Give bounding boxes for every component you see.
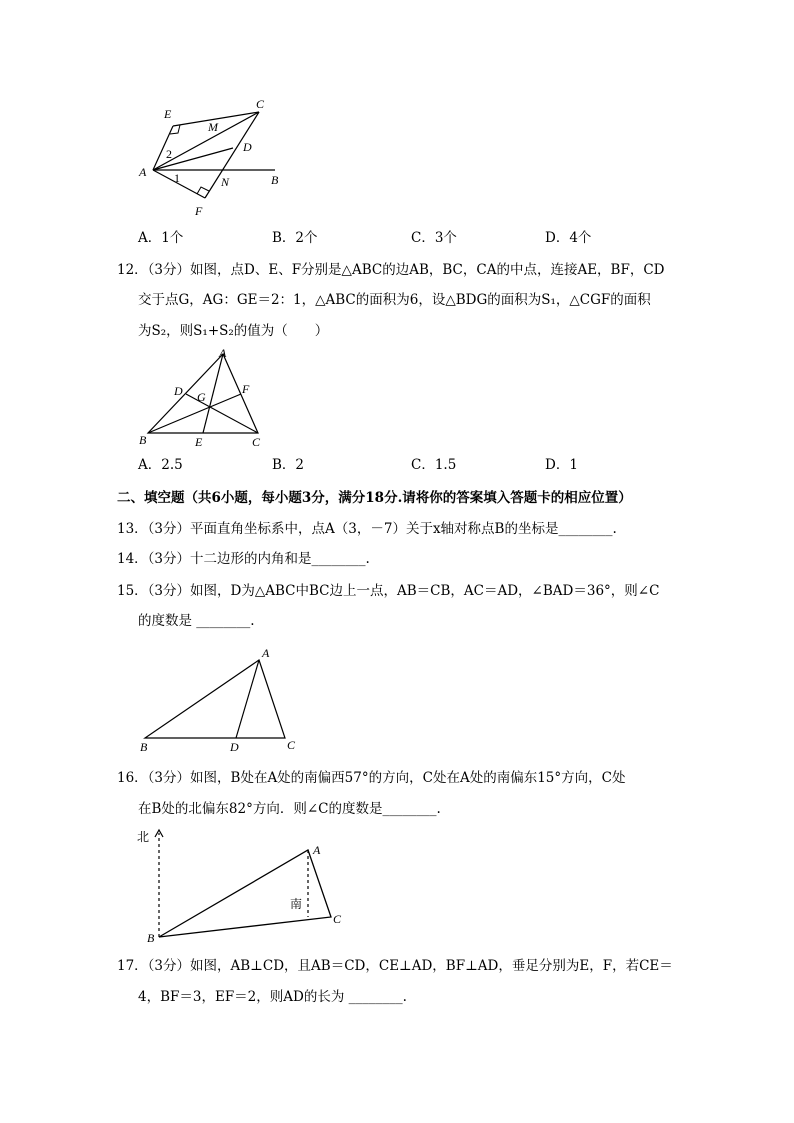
q12-option-a: A．2.5 <box>138 457 183 473</box>
angle-1-label: 1 <box>174 171 180 185</box>
label-G: G <box>197 390 206 404</box>
q13-text: 13．（3分）平面直角坐标系中，点A（3，－7）关于x轴对称点B的坐标是________. <box>117 521 617 537</box>
label-E: E <box>164 107 172 121</box>
triangle-ABC <box>159 850 331 937</box>
q17-line2: 4，BF＝3，EF＝2，则AD的长为 ________. <box>138 989 407 1005</box>
label-M: M <box>208 120 218 134</box>
label-C: C <box>333 912 342 926</box>
q12-line3: 为S₂，则S₁+S₂的值为（ ） <box>138 323 329 339</box>
q11-option-b: B．2个 <box>272 230 318 246</box>
q16-line1: 16．（3分）如图，B处在A处的南偏西57°的方向，C处在A处的南偏东15°方向，C处 <box>117 770 626 786</box>
q16-figure <box>135 825 350 950</box>
label-E: E <box>195 435 203 449</box>
q12-figure <box>135 345 275 450</box>
q15-figure <box>135 642 310 754</box>
label-C: C <box>256 97 265 111</box>
q17-line1: 17．（3分）如图，AB⊥CD，且AB＝CD，CE⊥AD，BF⊥AD，垂足分别为E，F，若CE＝ <box>117 958 673 974</box>
label-C: C <box>287 738 296 752</box>
q12-line1: 12．（3分）如图，点D、E、F分别是△ABC的边AB，BC，CA的中点，连接AE，BF，CD <box>117 262 665 278</box>
q12-option-d: D．1 <box>545 457 578 473</box>
triangle-ABC <box>145 660 285 738</box>
q12-option-c: C．1.5 <box>411 457 457 473</box>
median-BF <box>148 394 241 433</box>
north-label: 北 <box>137 830 150 844</box>
label-N: N <box>221 175 230 189</box>
south-label: 南 <box>290 897 303 911</box>
label-A: A <box>262 646 270 660</box>
section-heading: 二、填空题（共6小题，每小题3分，满分18分.请将你的答案填入答题卡的相应位置） <box>117 490 632 506</box>
q11-option-a: A．1个 <box>138 230 184 246</box>
label-D: D <box>174 384 183 398</box>
label-D: D <box>243 140 252 154</box>
label-D: D <box>230 740 239 754</box>
q12-line2: 交于点G，AG：GE＝2：1，△ABC的面积为6，设△BDG的面积为S₁，△CGF的面积 <box>138 292 651 308</box>
q11-figure <box>135 96 295 224</box>
label-B: B <box>271 173 279 187</box>
q14-text: 14．（3分）十二边形的内角和是________. <box>117 551 370 567</box>
line-AD <box>153 148 233 170</box>
q11-option-c: C．3个 <box>411 230 457 246</box>
label-B: B <box>140 740 148 754</box>
q12-option-b: B．2 <box>272 457 305 473</box>
label-A: A <box>313 843 321 857</box>
line-AD <box>236 660 259 738</box>
label-B: B <box>139 433 147 447</box>
right-angle-F <box>197 187 209 194</box>
q11-option-d: D．4个 <box>545 230 592 246</box>
label-F: F <box>242 382 250 396</box>
label-C: C <box>252 435 261 449</box>
q15-line1: 15．（3分）如图，D为△ABC中BC边上一点，AB＝CB，AC＝AD，∠BAD＝36°，则∠C <box>117 583 660 599</box>
q16-line2: 在B处的北偏东82°方向．则∠C的度数是________. <box>138 801 441 817</box>
angle-2-label: 2 <box>166 147 172 161</box>
label-A: A <box>139 165 147 179</box>
label-A: A <box>219 346 227 360</box>
label-F: F <box>195 204 203 218</box>
label-B: B <box>147 931 155 945</box>
q15-line2: 的度数是 ________. <box>138 613 255 629</box>
median-AE <box>203 354 223 433</box>
